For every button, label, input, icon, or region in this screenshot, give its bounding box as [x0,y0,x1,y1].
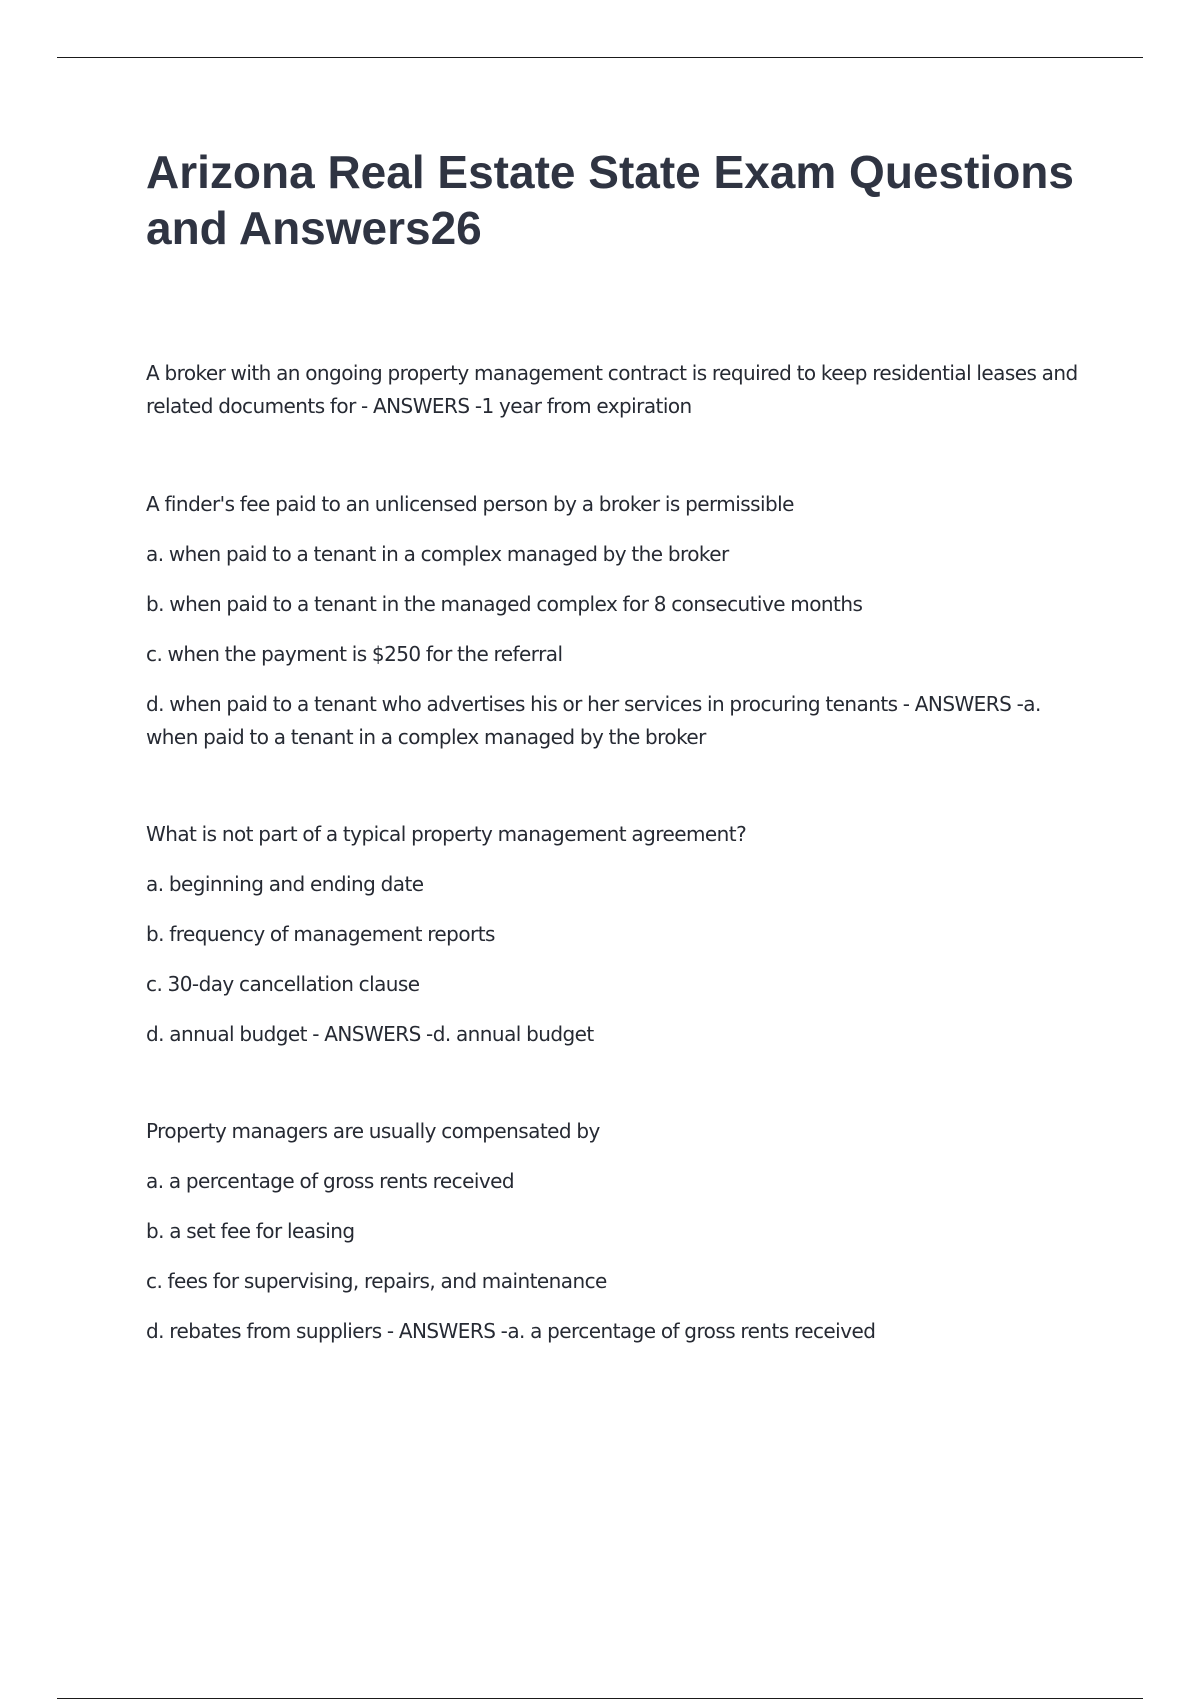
footer-divider [57,1698,1143,1699]
question-text: A broker with an ongoing property management contract is required to keep residential leases and related documents for - ANSWERS -1 year from expiration [146,361,1078,418]
header-divider [57,57,1143,58]
page-title: Arizona Real Estate State Exam Questions and Answers26 [146,146,1074,254]
question-3 [146,818,1081,1051]
answer-option: c. fees for supervising, repairs, and maintenance [146,1269,607,1293]
question-text: Property managers are usually compensated by [146,1119,600,1143]
answer-option: b. frequency of management reports [146,922,495,946]
answer-option: a. when paid to a tenant in a complex managed by the broker [146,542,729,566]
answer-option: b. a set fee for leasing [146,1219,355,1243]
answer-option: c. when the payment is $250 for the referral [146,642,563,666]
answer-option: d. rebates from suppliers - ANSWERS -a. a percentage of gross rents received [146,1319,876,1343]
question-text: A finder's fee paid to an unlicensed person by a broker is permissible [146,492,794,516]
question-4 [146,1115,1081,1348]
question-list [146,357,1081,1412]
answer-option: a. a percentage of gross rents received [146,1169,515,1193]
answer-option: c. 30-day cancellation clause [146,972,420,996]
question-1 [146,357,1081,423]
answer-option: d. annual budget - ANSWERS -d. annual budget [146,1022,594,1046]
answer-option: a. beginning and ending date [146,872,424,896]
answer-option: d. when paid to a tenant who advertises his or her services in procuring tenants - ANSWERS -a. when paid to a tenant in a complex managed by the broker [146,692,1041,749]
question-text: What is not part of a typical property management agreement? [146,822,747,846]
question-2 [146,488,1081,754]
answer-option: b. when paid to a tenant in the managed complex for 8 consecutive months [146,592,863,616]
